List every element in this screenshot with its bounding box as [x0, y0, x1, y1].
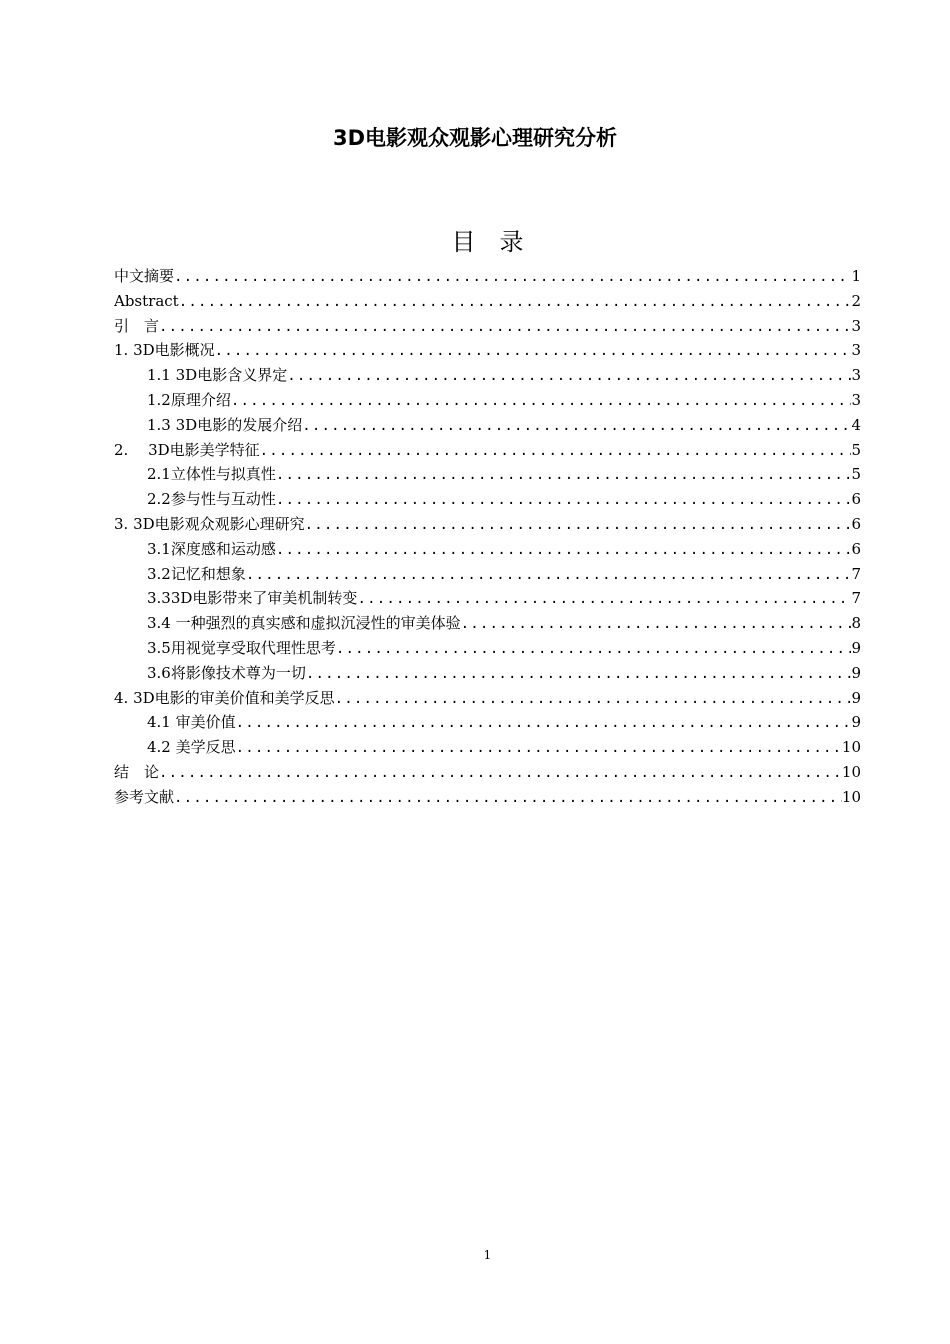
toc-entry-page-number: 5: [851, 440, 861, 459]
toc-entry[interactable]: [114, 760, 861, 785]
toc-entry-page-number: 3: [851, 316, 861, 335]
toc-entry[interactable]: [114, 264, 861, 289]
toc-heading: 目 录: [451, 228, 524, 256]
toc-entry-page-number: 3: [851, 366, 861, 385]
toc-entry-page-number: 9: [851, 688, 861, 707]
toc-entry-label: 3.2记忆和想象: [147, 564, 246, 583]
toc-entry-page-number: 3: [851, 341, 861, 360]
toc-entry-page-number: 10: [841, 762, 861, 781]
toc-entry-label: 1.1 3D电影含义界定: [147, 366, 288, 385]
toc-entry[interactable]: [114, 661, 861, 686]
toc-dot-leader: [306, 662, 852, 686]
toc-entry[interactable]: [114, 363, 861, 388]
toc-entry[interactable]: [114, 686, 861, 711]
toc-entry-label: 1.2原理介绍: [147, 390, 231, 409]
toc-entry[interactable]: [114, 462, 861, 487]
toc-entry-page-number: 9: [851, 663, 861, 682]
toc-entry-page-number: 8: [851, 614, 861, 633]
toc-entry-label: 3.33D电影带来了审美机制转变: [147, 589, 358, 608]
toc-entry-page-number: 7: [851, 564, 861, 583]
toc-dot-leader: [302, 414, 851, 438]
toc-entry[interactable]: [114, 388, 861, 413]
toc-dot-leader: [174, 265, 851, 289]
toc-entry-label: 中文摘要: [114, 267, 175, 285]
toc-entry-page-number: 9: [851, 638, 861, 657]
toc-entry-label: 3.6将影像技术尊为一切: [147, 663, 306, 682]
toc-dot-leader: [287, 364, 851, 388]
toc-entry-label: 1.3 3D电影的发展介绍: [147, 415, 303, 434]
toc-dot-leader: [159, 761, 842, 785]
toc-entry-label: 引 言: [114, 316, 160, 335]
toc-entry[interactable]: [114, 586, 861, 611]
toc-entry-page-number: 1: [851, 267, 861, 285]
toc-entry[interactable]: [114, 537, 861, 562]
toc-entry-page-number: 9: [851, 713, 861, 732]
toc-dot-leader: [246, 563, 852, 587]
toc-entry-label: 2.1立体性与拟真性: [147, 465, 276, 484]
toc-entry-label: 3.1深度感和运动感: [147, 539, 276, 558]
toc-entry[interactable]: [114, 438, 861, 463]
toc-entry[interactable]: [114, 413, 861, 438]
toc-dot-leader: [276, 488, 852, 512]
toc-dot-leader: [236, 711, 852, 735]
toc-dot-leader: [159, 315, 851, 339]
toc-entry-label: 4.2 美学反思: [147, 738, 236, 757]
toc-dot-leader: [335, 687, 852, 711]
toc-dot-leader: [357, 587, 851, 611]
toc-entry[interactable]: [114, 338, 861, 363]
toc-entry[interactable]: [114, 785, 861, 810]
toc-entry-page-number: 10: [841, 738, 861, 757]
toc-dot-leader: [215, 339, 852, 363]
toc-dot-leader: [179, 290, 852, 314]
toc-entry-label: 结 论: [114, 762, 160, 781]
toc-entry[interactable]: [114, 512, 861, 537]
toc-entry[interactable]: [114, 314, 861, 339]
document-title: 3D电影观众观影心理研究分析: [332, 126, 618, 150]
toc-dot-leader: [336, 637, 852, 661]
toc-entry-label: 3. 3D电影观众观影心理研究: [114, 514, 305, 533]
page-number: 1: [483, 1248, 492, 1262]
toc-dot-leader: [236, 736, 842, 760]
toc-entry[interactable]: [114, 487, 861, 512]
toc-entry[interactable]: [114, 289, 861, 314]
toc-entry-page-number: 6: [851, 539, 861, 558]
toc-entry-label: Abstract: [114, 291, 179, 310]
toc-entry-page-number: 3: [851, 390, 861, 409]
toc-dot-leader: [305, 513, 852, 537]
toc-entry[interactable]: [114, 611, 861, 636]
toc-dot-leader: [260, 439, 852, 463]
toc-dot-leader: [231, 389, 852, 413]
toc-entry-page-number: 7: [851, 589, 861, 608]
toc-entry-page-number: 10: [841, 787, 861, 806]
toc-entry-page-number: 2: [851, 291, 861, 310]
toc-dot-leader: [276, 463, 852, 487]
toc-entry-label: 2.2参与性与互动性: [147, 490, 276, 509]
toc-entry[interactable]: [114, 735, 861, 760]
toc-dot-leader: [461, 612, 852, 636]
toc-entry-page-number: 6: [851, 490, 861, 509]
toc-entry-label: 4. 3D电影的审美价值和美学反思: [114, 688, 335, 707]
toc-entry[interactable]: [114, 636, 861, 661]
toc-dot-leader: [174, 786, 842, 810]
toc-entry-page-number: 5: [851, 465, 861, 484]
toc-entry-label: 4.1 审美价值: [147, 713, 236, 732]
toc-entry-label: 1. 3D电影概况: [114, 341, 215, 360]
toc-entry[interactable]: [114, 710, 861, 735]
toc-entry-label: 参考文献: [114, 787, 175, 806]
toc-entry-label: 2. 3D电影美学特征: [114, 440, 260, 459]
toc-entry-label: 3.4 一种强烈的真实感和虚拟沉浸性的审美体验: [147, 614, 461, 633]
toc-entry-page-number: 6: [851, 514, 861, 533]
toc-dot-leader: [276, 538, 852, 562]
toc-entry-page-number: 4: [851, 415, 861, 434]
toc-entry[interactable]: [114, 562, 861, 587]
table-of-contents: [114, 264, 861, 810]
toc-entry-label: 3.5用视觉享受取代理性思考: [147, 638, 336, 657]
